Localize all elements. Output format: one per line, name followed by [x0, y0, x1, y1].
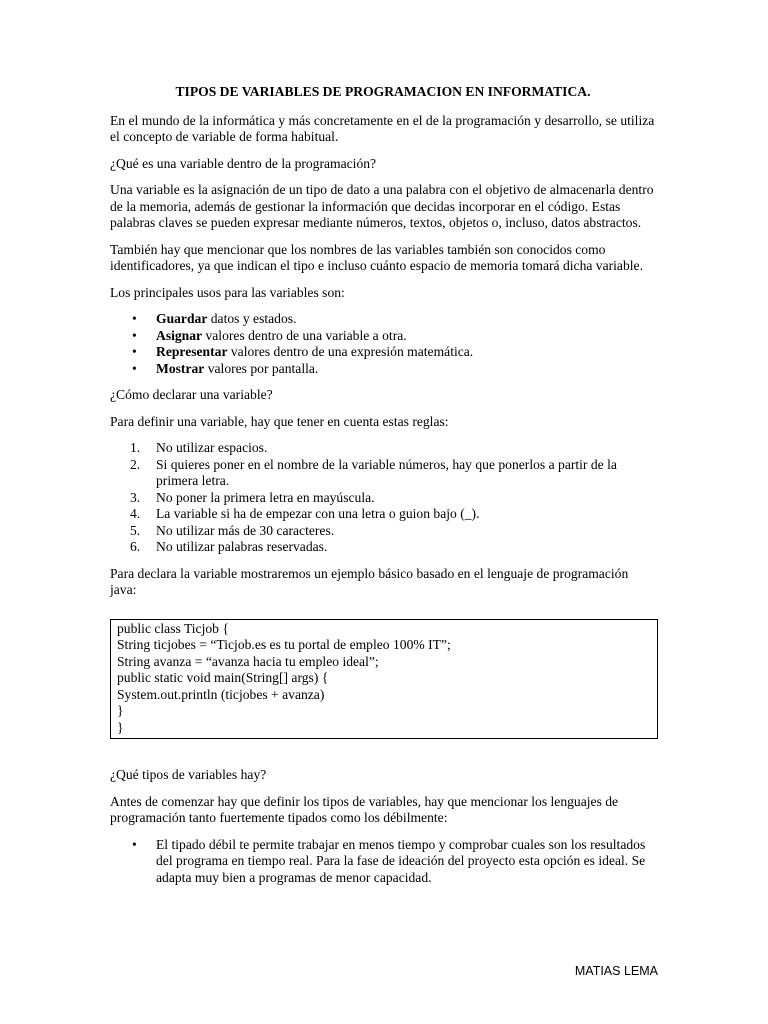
intro-paragraph: En el mundo de la informática y más concretamente en el de la programación y desarrollo, se utiliza el concepto de variable de forma habitual.: [110, 112, 655, 144]
uses-intro: Los principales usos para las variables son:: [110, 284, 345, 300]
question-how-to-declare: ¿Cómo declarar una variable?: [110, 387, 273, 402]
code-line: String ticjobes = “Ticjob.es es tu portal de empleo 100% IT”;: [117, 637, 451, 652]
uses-list: [110, 311, 656, 377]
bullet-icon: •: [132, 327, 137, 343]
list-item: • Guardar datos y estados.: [132, 311, 297, 326]
code-line: }: [117, 703, 124, 718]
types-intro: Antes de comenzar hay que definir los tipos de variables, hay que mencionar los lenguajes de programación tanto fuertemente tipados como los débilmente:: [110, 793, 619, 825]
bullet-icon: •: [132, 836, 137, 852]
list-item: 5. No utilizar más de 30 caracteres.: [130, 522, 335, 538]
bullet-icon: •: [132, 344, 137, 359]
bullet-icon: •: [132, 311, 137, 326]
bullet-icon: •: [132, 360, 137, 376]
code-line: public class Ticjob {: [117, 620, 229, 636]
java-example-intro: Para declara la variable mostraremos un ejemplo básico basado en el lenguaje de programación java:: [110, 565, 629, 597]
list-item: • Asignar valores dentro de una variable a otra.: [132, 327, 407, 343]
code-example-box: [110, 619, 658, 740]
footer-author: MATIAS LEMA: [574, 964, 658, 978]
list-item: • El tipado débil te permite trabajar en menos tiempo y comprobar cuales son los resultados del programa en tiempo real. Para la fase de ideación del proyecto esta opción es ideal. Se adapta muy bien a programas de menor capacidad.: [132, 836, 646, 885]
code-line: }: [117, 719, 124, 735]
list-item: 2. Si quieres poner en el nombre de la variable números, hay que ponerlos a partir de la primera letra.: [130, 456, 617, 488]
document-title: TIPOS DE VARIABLES DE PROGRAMACION EN INFORMATICA.: [175, 84, 591, 99]
list-item: 4. La variable si ha de empezar con una letra o guion bajo (_).: [130, 506, 480, 521]
list-item: 3. No poner la primera letra en mayúscula.: [130, 489, 375, 505]
code-line: String avanza = “avanza hacia tu empleo ideal”;: [117, 653, 379, 669]
code-line: System.out.println (ticjobes + avanza): [117, 686, 325, 702]
list-item: • Mostrar valores por pantalla.: [132, 360, 319, 376]
rules-intro: Para definir una variable, hay que tener en cuenta estas reglas:: [110, 413, 449, 429]
list-item: 1. No utilizar espacios.: [130, 440, 268, 455]
question-variable-types: ¿Qué tipos de variables hay?: [110, 767, 267, 782]
document-body: [110, 84, 656, 896]
list-item: • Representar valores dentro de una expresión matemática.: [132, 344, 474, 359]
code-line: public static void main(String[] args) {: [117, 670, 329, 685]
types-list: [110, 837, 656, 887]
question-what-is-variable: ¿Qué es una variable dentro de la programación?: [110, 155, 377, 171]
list-item: 6. No utilizar palabras reservadas.: [130, 539, 328, 554]
definition-paragraph: Una variable es la asignación de un tipo de dato a una palabra con el objetivo de almacenarla dentro de la memoria, además de gestionar la información que decidas incorporar en el código. Estas palabras claves se pueden expresar mediante números, textos, objetos o, incluso, datos abstractos.: [110, 182, 654, 230]
identifiers-paragraph: También hay que mencionar que los nombres de las variables también son conocidos como identificadores, ya que indican el tipo e incluso cuánto espacio de memoria tomará dicha variable.: [110, 241, 643, 273]
rules-list: [110, 440, 656, 556]
